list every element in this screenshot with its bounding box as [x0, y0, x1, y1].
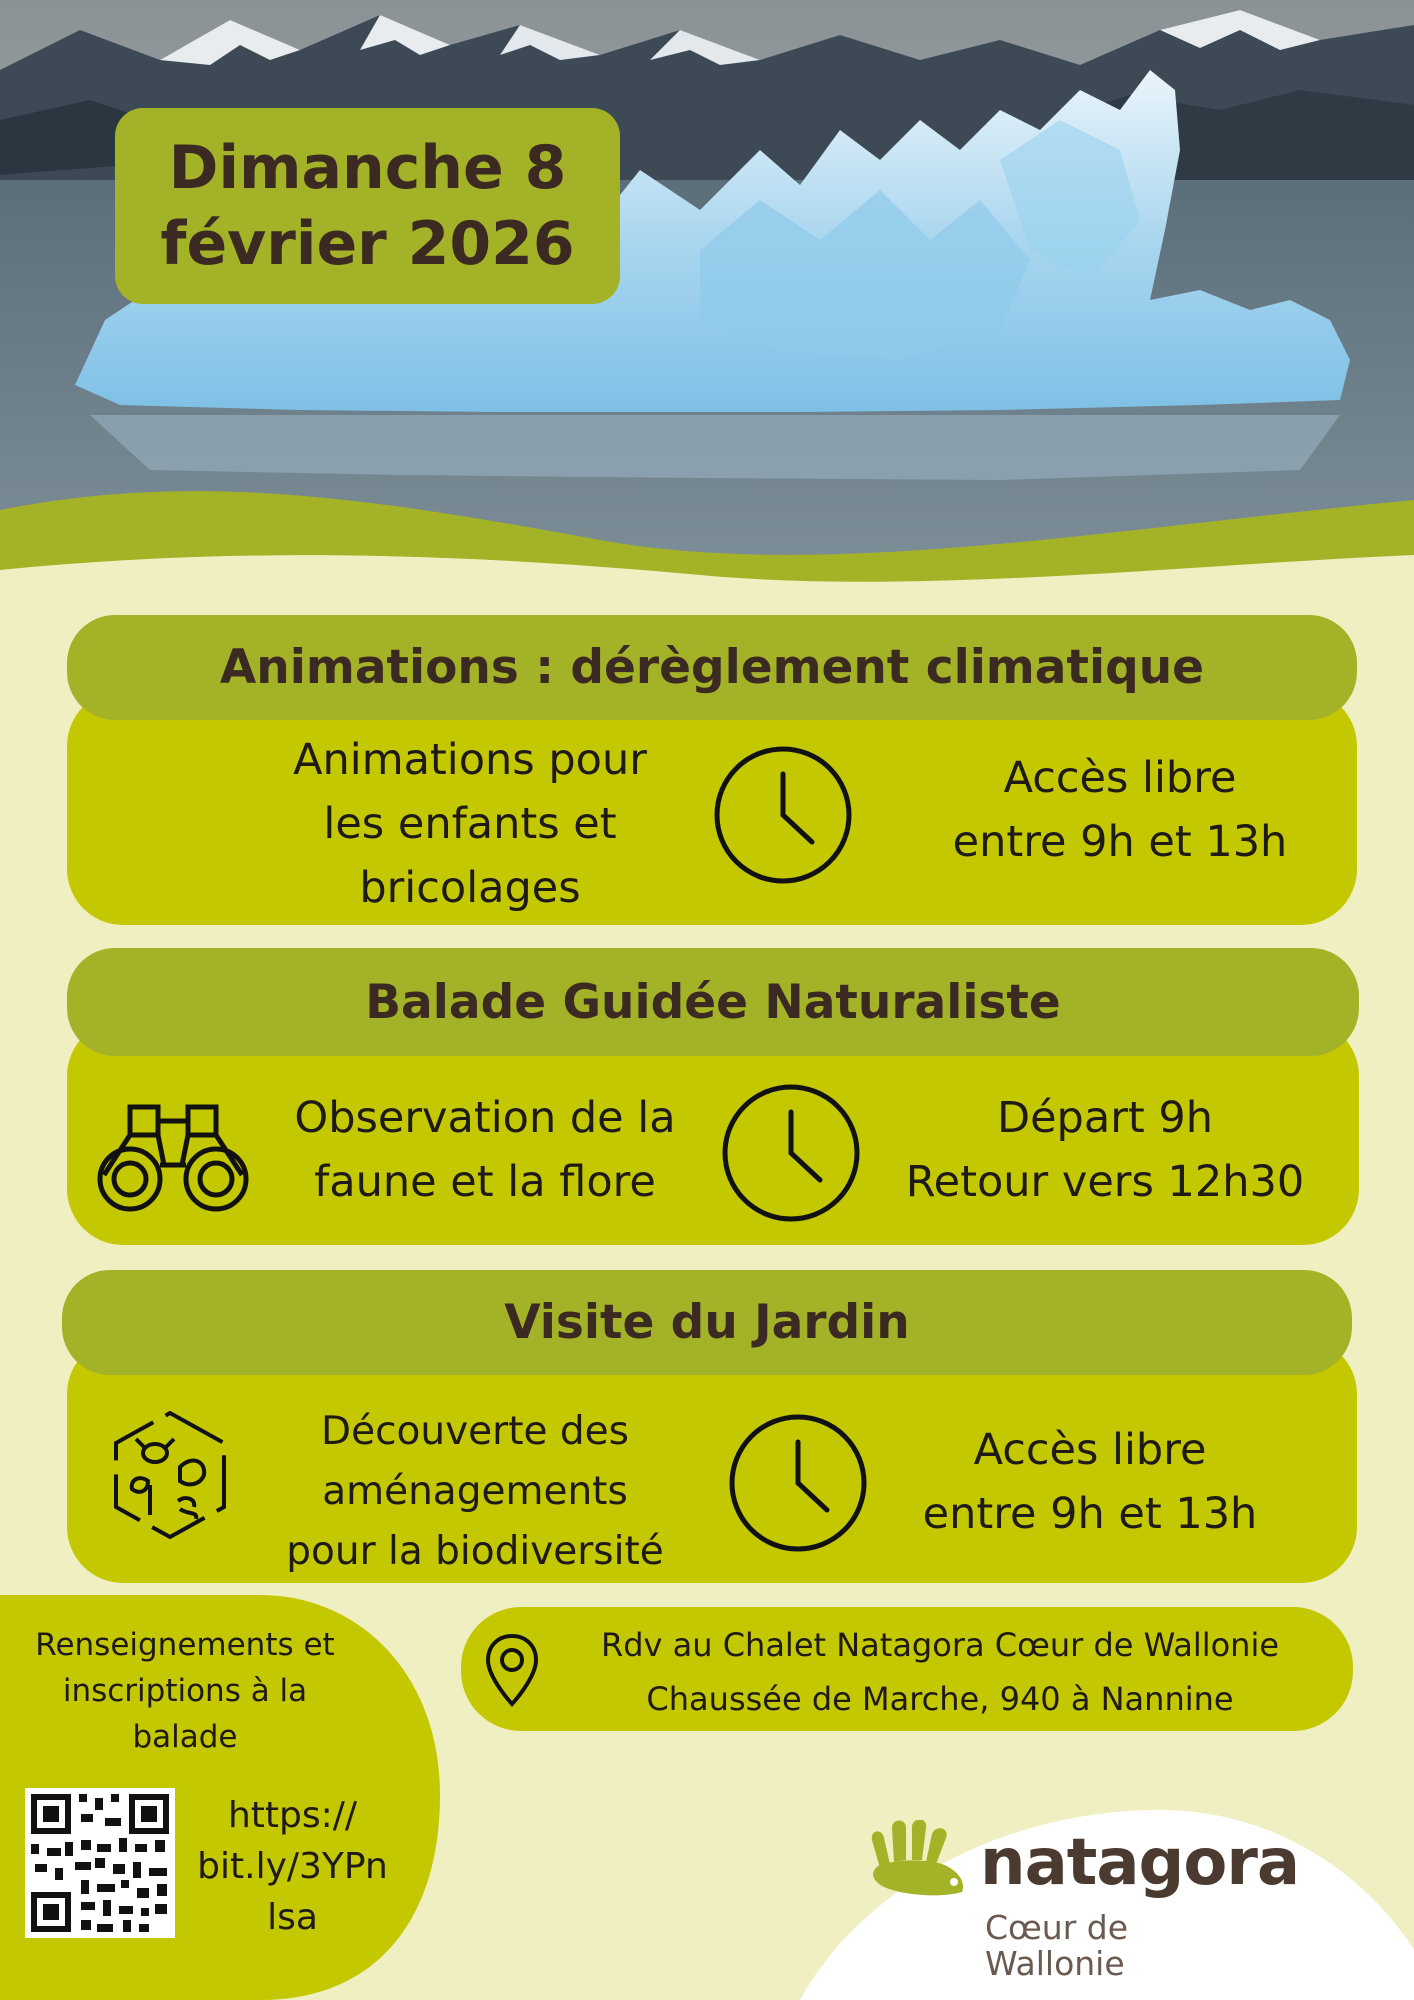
date-line-1: Dimanche 8: [168, 133, 567, 203]
natagora-logo-text: natagora: [980, 1826, 1300, 1900]
meeting-point-text: Rdv au Chalet Natagora Cœur de Wallonie Chaussée de Marche, 940 à Nannine: [600, 1626, 1280, 1718]
section-time: Départ 9h Retour vers 12h30: [905, 1093, 1305, 1207]
date-line-2: février 2026: [160, 209, 575, 279]
clock-icon: [727, 1412, 869, 1554]
logo-subtitle: Cœur de Wallonie: [985, 1908, 1129, 1983]
binoculars-icon: [92, 1095, 254, 1213]
section-title: Balade Guidée Naturaliste: [67, 948, 1359, 1056]
qr-code-icon[interactable]: [25, 1788, 175, 1938]
section-description: Observation de la faune et la flore: [294, 1093, 676, 1207]
section-title: Animations : dérèglement climatique: [67, 615, 1357, 720]
hand-logo-icon: [862, 1820, 972, 1900]
section-description: Découverte des aménagements pour la biodiversité: [286, 1409, 664, 1574]
location-pin-icon: [484, 1632, 540, 1708]
section-time: Accès libre entre 9h et 13h: [922, 1425, 1258, 1539]
biodiversity-icon: [100, 1405, 240, 1545]
section-description: Animations pour les enfants et bricolages: [293, 735, 647, 913]
clock-icon: [720, 1082, 862, 1224]
section-time: Accès libre entre 9h et 13h: [952, 753, 1288, 867]
registration-link[interactable]: https:// bit.ly/3YPn lsa: [197, 1795, 388, 1938]
section-title: Visite du Jardin: [62, 1270, 1352, 1375]
date-badge: [115, 108, 620, 304]
clock-icon: [712, 744, 854, 886]
info-text: Renseignements et inscriptions à la balade: [35, 1627, 335, 1755]
